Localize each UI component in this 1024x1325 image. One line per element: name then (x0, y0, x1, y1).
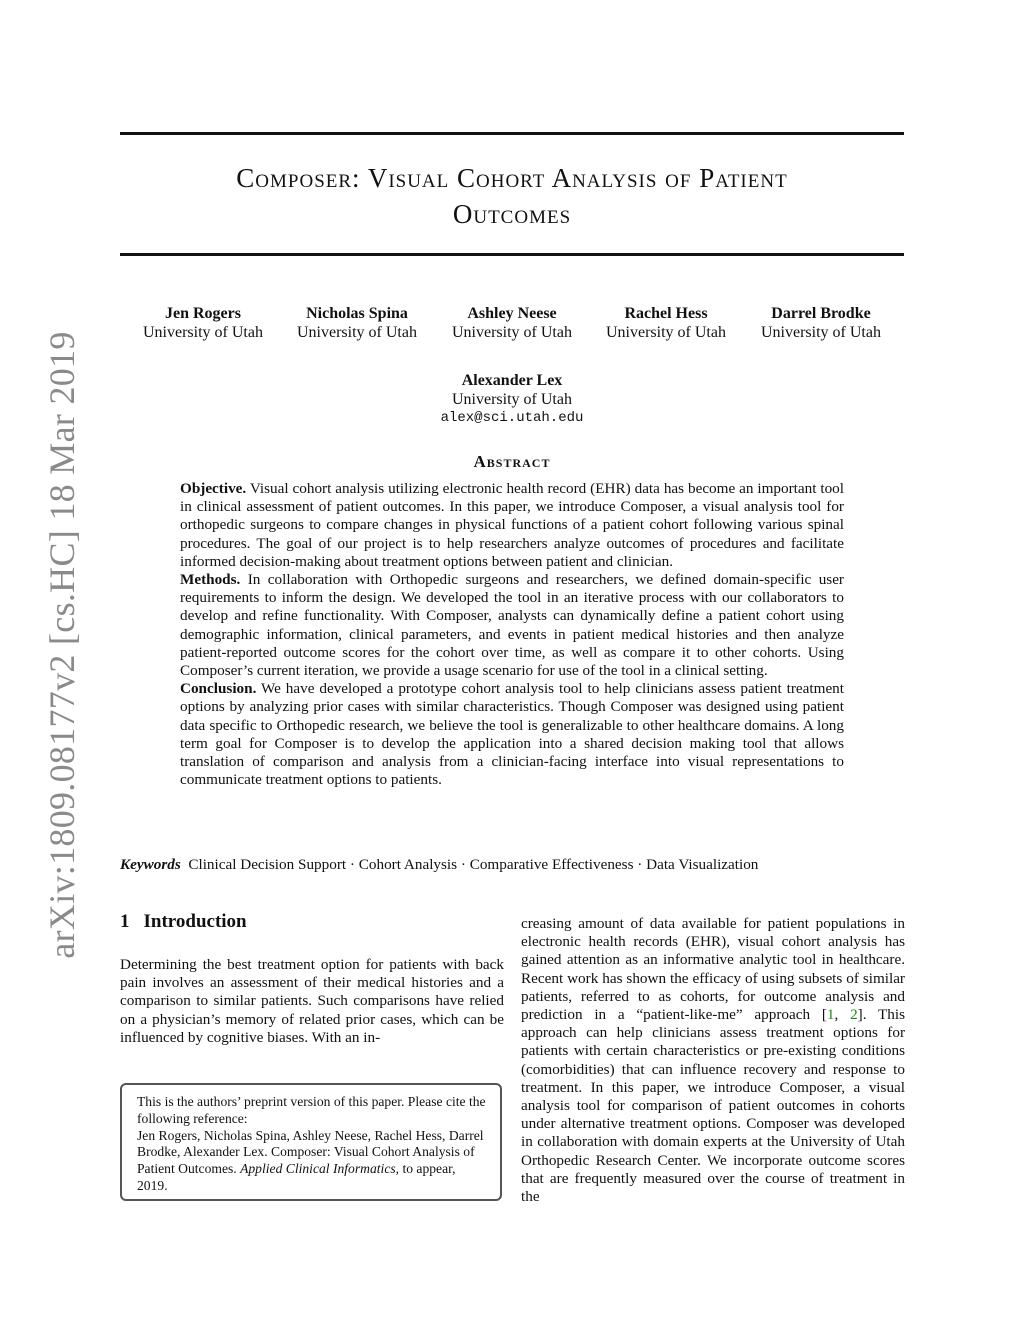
author-affiliation: University of Utah (143, 324, 263, 341)
section-title: Introduction (143, 911, 247, 932)
intro-text-after-citation: ]. This approach can help clinicians assess treatment options for patients with certain characteristics or pre-existing conditions (comorbidities) that can influence recovery and response to treatment. In this paper, we introduce Composer, a visual analysis tool for comparison of patient outcomes in cohorts under alternative treatment options. Composer was developed in collaboration with domain experts at the University of Utah Orthopedic Research Center. We incorporate outcome scores that are frequently measured over the course of treatment in the (521, 1006, 905, 1206)
citation-link-1[interactable]: 1 (826, 1006, 835, 1024)
author-email[interactable]: alex@sci.utah.edu (440, 410, 584, 426)
author-name: Jen Rogers (165, 305, 241, 322)
intro-left-column (120, 956, 504, 1047)
paper-title (120, 160, 904, 232)
paper-title-line-2: Outcomes (452, 199, 572, 229)
methods-label: Methods. (180, 571, 241, 589)
section-heading-introduction (120, 911, 247, 933)
reference-text: Jen Rogers, Nicholas Spina, Ashley Neese, Rachel Hess, Darrel Brodke, Alexander Lex. Composer: Visual Cohort Analysis of Patient Outcomes. (137, 1127, 484, 1177)
intro-paragraph-left: Determining the best treatment option for patients with back pain involves an assessment of their medical histories and a comparison to similar patients. Such comparisons have relied on a physician’s memory of related prior cases, which can be influenced by cognitive biases. With an in- (120, 956, 504, 1046)
section-number: 1 (120, 911, 130, 932)
author-affiliation: University of Utah (452, 391, 572, 408)
abstract-body (180, 480, 844, 789)
paper-title-line-1: Composer: Visual Cohort Analysis of Patient (236, 163, 788, 193)
author-1 (128, 304, 278, 342)
author-name: Darrel Brodke (771, 305, 871, 322)
title-top-rule (120, 132, 904, 135)
reference-journal: Applied Clinical Informatics (240, 1161, 396, 1177)
author-3 (437, 304, 587, 342)
author-2 (282, 304, 432, 342)
objective-label: Objective. (180, 480, 247, 497)
author-name: Alexander Lex (461, 372, 563, 389)
author-name: Rachel Hess (624, 305, 708, 322)
keywords-line (120, 856, 904, 874)
methods-text: In collaboration with Orthopedic surgeons and researchers, we defined domain-specific user requirements to inform the design. We developed the tool in an iterative process with our collaborators to develop and refine functionality. With Composer, analysts can dynamically define a patient cohort using demographic information, clinical parameters, and events in patient medical histories and then analyze patient-reported outcome scores for the cohort over time, as well as compare it to other cohorts. Using Composer’s current iteration, we provide a usage scenario for use of the tool in a clinical setting. (180, 571, 844, 680)
keywords-text: Clinical Decision Support · Cohort Analysis · Comparative Effectiveness · Data Visualization (188, 856, 759, 873)
abstract-methods (180, 571, 844, 680)
citation-link-2[interactable]: 2 (850, 1006, 858, 1024)
author-4 (591, 304, 741, 342)
author-5 (746, 304, 896, 342)
conclusion-label: Conclusion. (180, 680, 257, 698)
keywords-label: Keywords (120, 856, 181, 873)
abstract-conclusion (180, 680, 844, 789)
intro-text-before-citation: creasing amount of data available for patient populations in electronic health records (EHR), visual cohort analysis has gained attention as an informative analytic tool in healthcare. Recent work has shown the efficacy of using subsets of similar patients, referred to as cohorts, for outcome analysis and prediction in a “patient-like-me” approach [ (521, 915, 905, 1024)
objective-text: Visual cohort analysis utilizing electronic health record (EHR) data has become an important tool in clinical assessment of patient outcomes. In this paper, we introduce Composer, a visual analysis tool for orthopedic surgeons to compare changes in physical functions of a patient cohort following various spinal procedures. The goal of our project is to help researchers analyze outcomes of procedures and facilitate informed decision-making about treatment options between patient and clinician. (180, 480, 844, 570)
author-affiliation: University of Utah (606, 324, 726, 341)
citation-separator: , (834, 1006, 851, 1024)
reference-end: , to appear, 2019. (137, 1161, 456, 1193)
author-name: Nicholas Spina (306, 305, 408, 322)
intro-right-column (521, 915, 905, 1206)
abstract-objective (180, 480, 844, 571)
author-affiliation: University of Utah (297, 324, 417, 341)
author-name: Ashley Neese (467, 305, 557, 322)
preprint-notice-intro: This is the authors’ preprint version of this paper. Please cite the following reference: (137, 1094, 486, 1126)
preprint-reference (137, 1128, 486, 1195)
intro-paragraph-right (521, 915, 905, 1206)
preprint-notice-box (120, 1083, 502, 1201)
author-affiliation: University of Utah (452, 324, 572, 341)
author-6 (437, 371, 587, 428)
title-bottom-rule (120, 253, 904, 256)
abstract-heading: Abstract (473, 452, 551, 471)
arxiv-identifier-stamp: arXiv:1809.08177v2 [cs.HC] 18 Mar 2019 (42, 331, 82, 959)
author-affiliation: University of Utah (761, 324, 881, 341)
conclusion-text: We have developed a prototype cohort analysis tool to help clinicians assess patient treatment options by analyzing prior cases with similar characteristics. Though Composer was designed using patient data specific to Orthopedic research, we believe the tool is generalizable to other healthcare domains. A long term goal for Composer is to develop the application into a shared decision making tool that allows translation of comparison and analysis from a clinician-facing interface into visual representations to communicate treatment options to patients. (180, 680, 844, 789)
